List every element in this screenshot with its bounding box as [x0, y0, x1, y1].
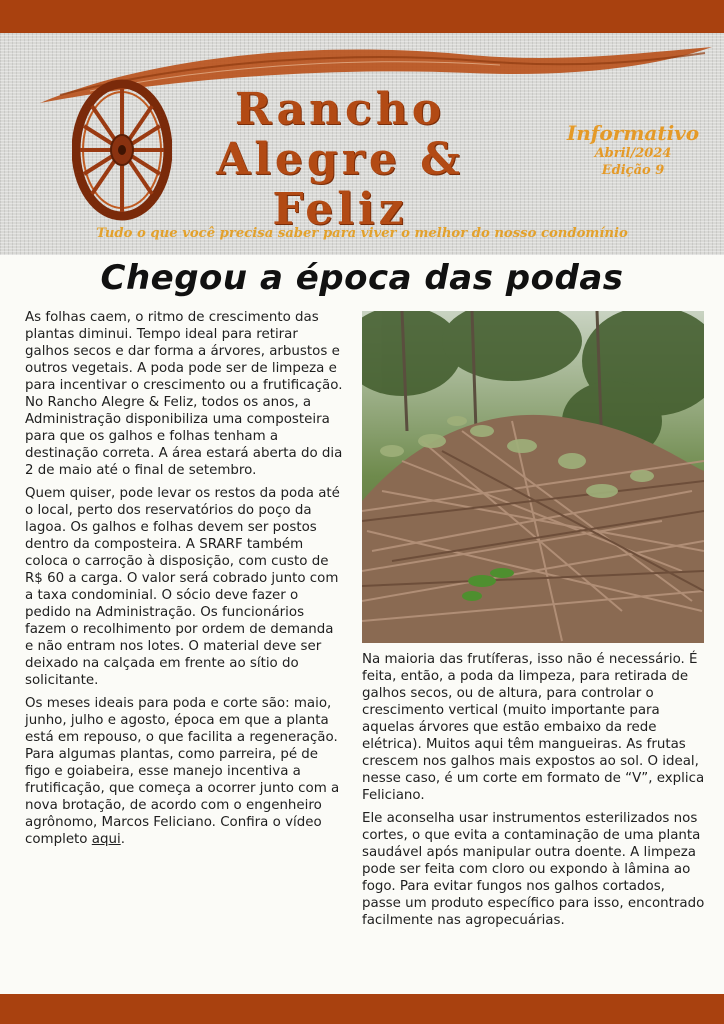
paragraph: Na maioria das frutíferas, isso não é necessário. É feita, então, a poda da limpeza, para retirada de galhos secos, ou de altura, para controlar o crescimento vertical (muito importante para aquelas árvores que estão embaixo da rede elétrica). Muitos aqui têm mangueiras. As frutas crescem nos galhos mais expostos ao sol. O ideal, nesse caso, é um corte em formato de “V”, explica Feliciano. [362, 652, 705, 803]
brand-title [160, 85, 520, 235]
brand-line-2: Alegre & [216, 134, 464, 185]
brand-line-3: Feliz [272, 184, 408, 235]
pruning-pile-photo [362, 311, 704, 643]
right-column [362, 651, 707, 935]
paragraph: As folhas caem, o ritmo de crescimento das plantas diminui. Tempo ideal para retirar galhos secos e dar forma a árvores, arbustos e outros vegetais. A poda pode ser de limpeza e para incentivar o crescimento ou a frutificação. No Rancho Alegre & Feliz, todos os anos, a Administração disponibiliza uma composteira para que os galhos e folhas tenham a destinação correta. A área estará aberta do dia 2 de maio até o final de setembro. [25, 310, 343, 478]
video-link[interactable]: aqui [91, 832, 121, 847]
link-suffix: . [120, 832, 125, 847]
tagline: Tudo o que você precisa saber para viver o melhor do nosso condomínio [96, 226, 628, 241]
edition-info [548, 121, 718, 179]
masthead [0, 33, 724, 255]
wagon-wheel-logo [72, 78, 172, 223]
paragraph: Ele aconselha usar instrumentos esterilizados nos cortes, o que evita a contaminação de uma planta saudável após manipular outra doente. A limpeza pode ser feita com cloro ou expondo à lâmina ao fogo. Para evitar fungos nos galhos cortados, passe um produto específico para isso, encontrado facilmente nas agropecuárias. [362, 811, 705, 928]
top-color-bar [0, 0, 724, 33]
paragraph-text: Os meses ideais para poda e corte são: maio, junho, julho e agosto, época em que a planta está em repouso, o que facilita a regeneração. Para algumas plantas, como parreira, pé de figo e goiabeira, esse manejo incentiva a frutificação, que começa a ocorrer junto com a nova brotação, de acordo com o engenheiro agrônomo, Marcos Feliciano. Confira o vídeo completo [25, 696, 340, 847]
edition-number: Edição 9 [601, 163, 665, 178]
headline: Chegou a época das podas [100, 258, 624, 298]
paragraph-with-link [25, 695, 343, 848]
bulletin-title: Informativo [566, 121, 700, 145]
bottom-color-bar [0, 994, 724, 1024]
paragraph: Quem quiser, pode levar os restos da poda até o local, perto dos reservatórios do poço da lagoa. Os galhos e folhas devem ser postos dentro da composteira. A SRARF também coloca o carroção à disposição, com custo de R$ 60 a carga. O valor será cobrado junto com a taxa condominial. O sócio deve fazer o pedido na Administração. Os funcionários fazem o recolhimento por ordem de demanda e não entram nos lotes. O material deve ser deixado na calçada em frente ao sítio do solicitante. [25, 486, 340, 688]
left-column [25, 309, 343, 854]
brand-line-1: Rancho [234, 84, 446, 135]
issue-date: Abril/2024 [594, 146, 672, 161]
